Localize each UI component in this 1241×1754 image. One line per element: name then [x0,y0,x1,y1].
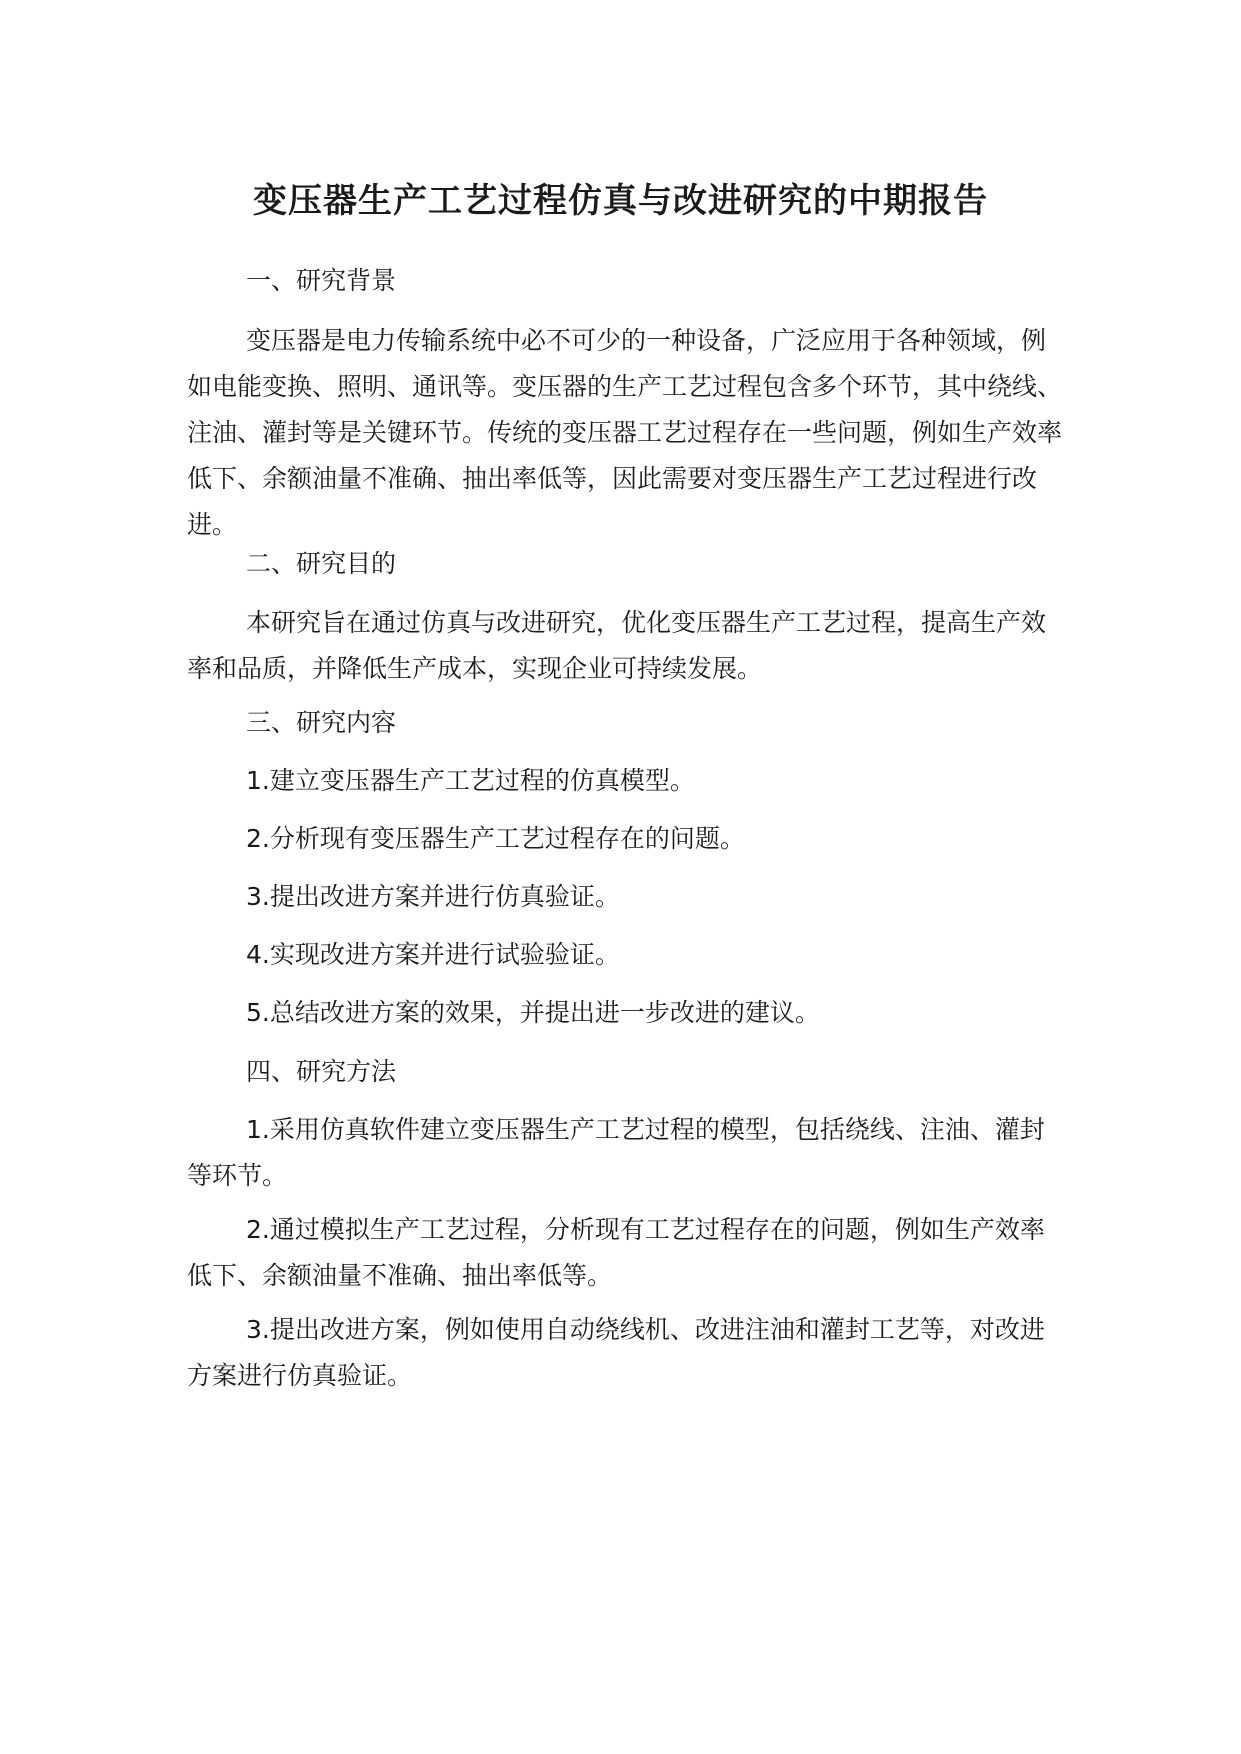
section-heading-content: 三、研究内容 [246,708,397,737]
list-item: 4.实现改进方案并进行试验验证。 [246,940,620,969]
list-item: 3.提出改进方案并进行仿真验证。 [246,882,620,911]
list-item: 5.总结改进方案的效果，并提出进一步改进的建议。 [246,998,820,1027]
list-item: 2.分析现有变压器生产工艺过程存在的问题。 [246,824,745,853]
method-item: 3.提出改进方案，例如使用自动绕线机、改进注油和灌封工艺等，对改进方案进行仿真验证。 [187,1315,1045,1390]
method-item: 1.采用仿真软件建立变压器生产工艺过程的模型，包括绕线、注油、灌封等环节。 [187,1115,1045,1190]
section-heading-background: 一、研究背景 [246,266,397,295]
paragraph-background: 变压器是电力传输系统中必不可少的一种设备，广泛应用于各种领域，例如电能变换、照明、通讯等。变压器的生产工艺过程包含多个环节，其中绕线、注油、灌封等是关键环节。传统的变压器工艺过程存在一些问题，例如生产效率低下、余额油量不准确、抽出率低等，因此需要对变压器生产工艺过程进行改进。 [187,326,1063,539]
list-item: 1.建立变压器生产工艺过程的仿真模型。 [246,766,695,795]
section-heading-purpose: 二、研究目的 [246,549,397,578]
section-heading-method: 四、研究方法 [246,1057,397,1086]
document-title: 变压器生产工艺过程仿真与改进研究的中期报告 [253,181,988,221]
method-item: 2.通过模拟生产工艺过程，分析现有工艺过程存在的问题，例如生产效率低下、余额油量不准确、抽出率低等。 [187,1215,1045,1290]
paragraph-purpose: 本研究旨在通过仿真与改进研究，优化变压器生产工艺过程，提高生产效率和品质，并降低生产成本，实现企业可持续发展。 [187,608,1047,683]
